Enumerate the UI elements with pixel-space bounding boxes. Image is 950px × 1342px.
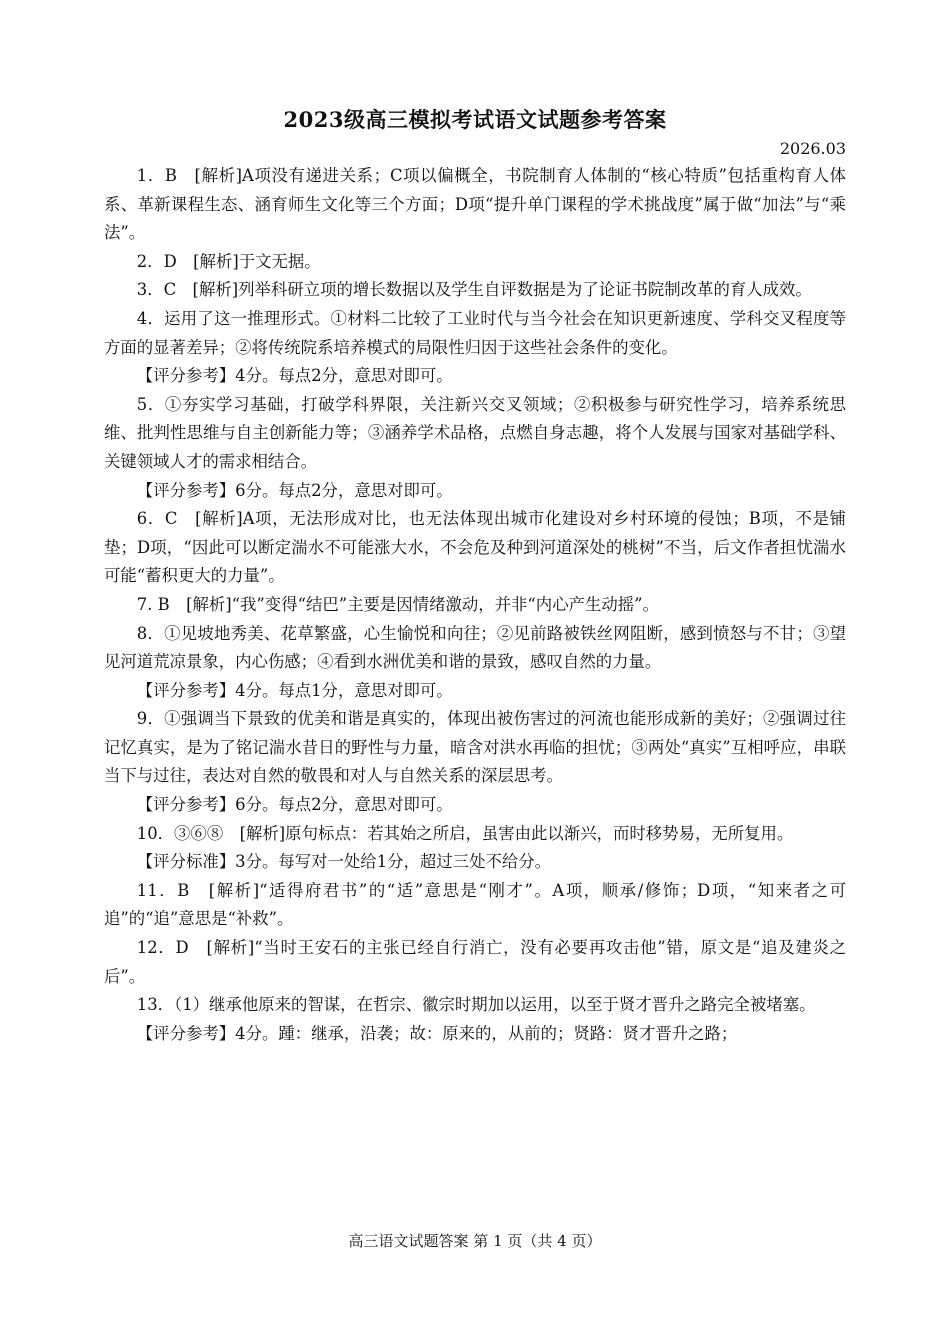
scoring-note-q8: 【评分参考】4分。每点1分，意思对即可。 (136, 680, 453, 700)
scoring-note-q4: 【评分参考】4分。每点2分，意思对即可。 (136, 366, 453, 386)
answer-q13: 13．（1）继承他原来的智谋，在哲宗、徽宗时期加以运用，以至于贤才晋升之路完全被堵塞。 (136, 995, 816, 1015)
answer-q1: 1．B [解析]A项没有递进关系；C项以偏概全，书院制育人体制的“核心特质”包括重构育人体系、革新课程生态、涵育师生文化等三个方面；D项“提升单门课程的学术挑战度”属于做“加法”与“乘法”。 (104, 166, 846, 243)
answer-q8: 8．①见坡地秀美、花草繁盛，心生愉悦和向往；②见前路被铁丝网阻断，感到愤怒与不甘；③望见河道荒凉景象，内心伤感；④看到水洲优美和谐的景致，感叹自然的力量。 (104, 623, 846, 672)
answer-content (104, 162, 846, 1048)
page-footer: 高三语文试题答案 第 1 页（共 4 页） (348, 1232, 602, 1250)
page-title: 2023级高三模拟考试语文试题参考答案 (283, 107, 667, 132)
answer-q7: 7. B [解析]“我”变得“结巴”主要是因情绪激动，并非“内心产生动摇”。 (136, 594, 659, 614)
answer-q4: 4．运用了这一推理形式。①材料二比较了工业时代与当今社会在知识更新速度、学科交叉程度等方面的显著差异；②将传统院系培养模式的局限性归因于这些社会条件的变化。 (104, 308, 846, 357)
scoring-note-q13: 【评分参考】4分。踵：继承，沿袭；故：原来的，从前的；贤路：贤才晋升之路； (136, 1023, 738, 1043)
answer-q10: 10．③⑥⑧ [解析]原句标点：若其始之所启，虽害由此以渐兴，而时移势易，无所复用。 (136, 823, 794, 843)
scoring-note-q5: 【评分参考】6分。每点2分，意思对即可。 (136, 480, 453, 500)
exam-date: 2026.03 (779, 139, 846, 158)
scoring-note-q9: 【评分参考】6分。每点2分，意思对即可。 (136, 795, 453, 815)
answer-q12: 12．D [解析]“当时王安石的主张已经自行消亡，没有必要再攻击他”错，原文是“追及建炎之后”。 (104, 938, 846, 986)
answer-q11: 11．B [解析]“适得府君书”的“适”意思是“刚才”。A项，顺承/修饰；D项，“知来者之可追”的“追”意思是“补救”。 (104, 880, 846, 929)
scoring-note-q10: 【评分标准】3分。每写对一处给1分，超过三处不给分。 (136, 852, 552, 872)
answer-q5: 5．①夯实学习基础，打破学科界限，关注新兴交叉领域；②积极参与研究性学习，培养系统思维、批判性思维与自主创新能力等；③涵养学术品格，点燃自身志趣，将个人发展与国家对基础学科、关键领域人才的需求相结合。 (104, 394, 846, 471)
answer-q3: 3．C [解析]列举科研立项的增长数据以及学生自评数据是为了论证书院制改革的育人成效。 (136, 280, 812, 300)
answer-q6: 6．C [解析]A项，无法形成对比，也无法体现出城市化建设对乡村环境的侵蚀；B项，不是铺垫；D项，“因此可以断定湍水不可能涨大水，不会危及种到河道深处的桃树”不当，后文作者担忧湍水可能“蓄积更大的力量”。 (104, 509, 846, 586)
answer-q9: 9．①强调当下景致的优美和谐是真实的，体现出被伤害过的河流也能形成新的美好；②强调过往记忆真实，是为了铭记湍水昔日的野性与力量，暗含对洪水再临的担忧；③两处“真实”互相呼应，串联当下与过往，表达对自然的敬畏和对人与自然关系的深层思考。 (104, 709, 846, 786)
answer-q2: 2．D [解析]于文无据。 (136, 251, 321, 271)
